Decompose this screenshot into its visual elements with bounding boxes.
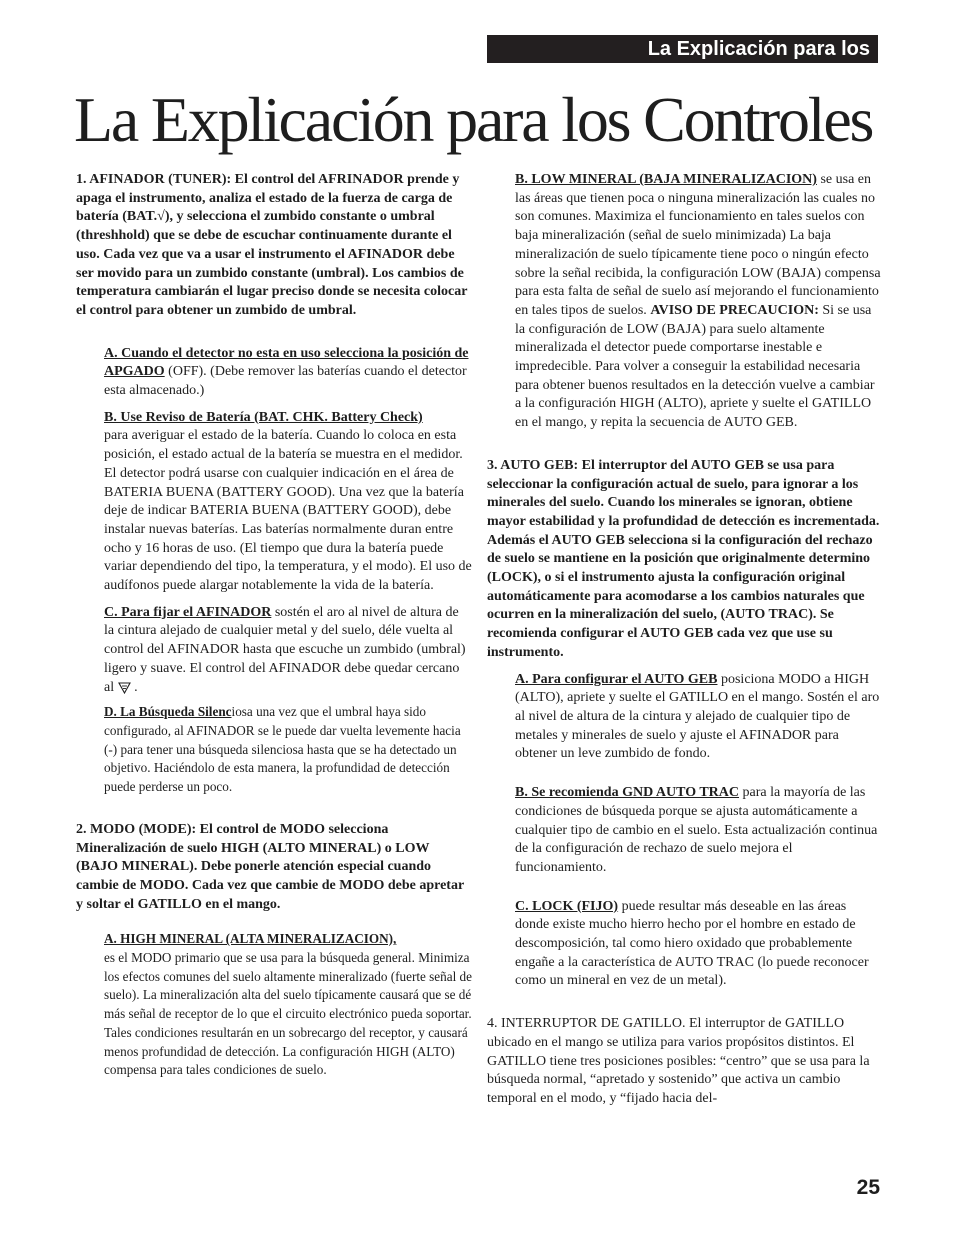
section-2a-label: A. HIGH MINERAL (ALTA MINERALIZACION),	[104, 931, 397, 947]
section-2b-paragraph	[515, 171, 883, 433]
section-1a-label: A. Cuando el detector no esta en uso selecciona la posición de APGADO	[104, 345, 469, 380]
section-2a-paragraph	[104, 930, 472, 1080]
section-3b-paragraph	[515, 784, 883, 878]
section-3b-label: B. Se recomienda GND AUTO TRAC	[515, 785, 740, 801]
section-2b-label: B. LOW MINERAL (BAJA MINERALIZACION)	[515, 172, 817, 187]
section-1c-end: .	[130, 679, 138, 695]
section-1d-text: iosa una vez que el umbral haya sido configurado, al AFINADOR se le puede dar vuelta levemente hacia (-) para tener una búsqueda silenciosa hasta que se ha detectado un objetivo. Haciéndolo de esta manera, la profundidad de detección puede perderse un poco.	[104, 704, 461, 795]
section-1a-text: (OFF). (Debe remover las baterías cuando el detector esta almacenado.)	[104, 364, 467, 399]
section-4-paragraph: 4. INTERRUPTOR DE GATILLO. El interruptor de GATILLO ubicado en el mango se utiliza para varios propósitos distintos. El GATILLO tiene tres posiciones posibles: “centro” que se usa para la búsqueda normal, “apretado y sostenido” que activa un cambio temporal en el modo, y “fijado hacia del-	[487, 1016, 870, 1106]
section-1b-paragraph	[104, 409, 472, 596]
section-3-heading: 3. AUTO GEB: El interruptor del AUTO GEB se usa para seleccionar la configuración actual de suelo, para ignorar a los minerales del suelo. Cuando los minerales se ignoran, obtiene mayor estabilidad y la profundidad de detección es incrementada. Además el AUTO GEB selecciona si la configuración del rechazo de suelo se mantiene en la posición que originalmente determino (LOCK), o si el instrumento ajusta la configuración original automáticamente para acomodarse a los cambios naturales que ocurren en la mineralización del suelo, (AUTO TRAC). Se recomienda configurar el AUTO GEB cada vez que use su instrumento.	[487, 457, 880, 660]
section-1c-paragraph	[104, 604, 472, 698]
section-1-heading: 1. AFINADOR (TUNER): El control del AFRINADOR prende y apaga el instrumento, analiza el estado de la fuerza de carga de batería (BAT.√), y selecciona el zumbido constante o umbral (threshhold) que se debe de escuchar continuamente durante el uso. Cada vez que va a usar el instrumento el AFINADOR debe ser movido para un zumbido constante (umbral). Los cambios de temperatura cambiarán el lugar preciso donde se necesita colocar el control para obtener un zumbido de umbral.	[76, 172, 468, 318]
section-3a-paragraph	[515, 671, 883, 765]
section-2b-warning: AVISO DE PRECAUCION:	[650, 302, 819, 318]
right-column	[487, 171, 883, 1109]
section-header-text: La Explicación para los	[647, 38, 870, 60]
section-header-bar	[487, 35, 878, 63]
page-title: La Explicación para los Controles	[74, 84, 873, 155]
section-1d-label: D. La Búsqueda Silenc	[104, 704, 232, 720]
section-1c-label: C. Para fijar el AFINADOR	[104, 604, 272, 620]
left-column	[76, 171, 472, 1080]
section-1b-label: B. Use Reviso de Batería (BAT. CHK. Battery Check)	[104, 409, 423, 425]
section-1c-text: sostén el aro al nivel de altura de la cintura alejado de cualquier metal y del suelo, déle vuelta al control del AFINADOR hasta que escuche un zumbido (umbral) ligero y suave. El control del AFINADOR debe quedar cercano al	[104, 604, 466, 695]
page-number: 25	[856, 1176, 880, 1199]
section-2-heading: 2. MODO (MODE): El control de MODO selecciona Mineralización de suelo HIGH (ALTO MINERAL) o LOW (BAJO MINERAL). Debe ponerle atención especial cuando cambie de MODO. Cada vez que cambie de MODO debe apretar y soltar el GATILLO en el mango.	[76, 821, 464, 912]
section-3c-paragraph	[515, 898, 883, 992]
section-1a-paragraph	[104, 345, 472, 401]
section-3c-label: C. LOCK (FIJO)	[515, 898, 619, 914]
section-1b-text: para averiguar el estado de la batería. Cuando lo coloca en esta posición, el estado actual de la batería se muestra en el medidor. El detector podrá usarse con cualquier indicación en el área de BATERIA BUENA (BATTERY GOOD). Una vez que la batería deje de indicar BATERIA BUENA (BATTERY GOOD), debe instalar nuevas baterías. Las baterías normalmente duran entre ocho y 16 horas de uso. (El tiempo que dura la batería puede variar dependiendo del tipo, la temperatura, y el modo). El uso de audífonos puede alargar notablemente la vida de la batería.	[104, 428, 472, 594]
section-2b-text: se usa en las áreas que tienen poca o ninguna mineralización las cuales no son comunes. Maximiza el funcionamiento en tales suelos con baja mineralización (señal de suelo minimizada) La baja mineralización de suelo típicamente tiene poco o ningún efecto sobre la señal recibida, la configuración LOW (BAJA) compensa para esta falta de señal de suelo así mejorando el funcionamiento en tales tipos de suelos.	[515, 172, 881, 318]
section-3a-text: posiciona MODO a HIGH (ALTO), apriete y suelte el GATILLO en el mango. Sostén el aro al nivel de altura de la cintura y alejado de cualquier tipo de metales y minerales de suelo y ajuste el AFINADOR para obtener un leve zumbido de fondo.	[515, 671, 880, 762]
section-2b-text-2: Si se usa la configuración de LOW (BAJA) para suelo altamente mineralizada el detector puede comportarse inestable e impredecible. Para volver a conseguir la estabilidad necesaria para obtener buenos resultados en la detección vuelve a cambiar a la configuración HIGH (ALTO), apriete y suelte el GATILLO en el mango, y repita la secuencia de AUTO GEB.	[515, 302, 875, 431]
section-1d-paragraph	[104, 703, 472, 797]
section-2a-text: es el MODO primario que se usa para la búsqueda general. Minimiza los efectos comunes del suelo altamente mineralizado (fuerte señal de suelo). La mineralización alta del suelo típicamente causará que se dé más señal de receptor de lo que el circuito electrónico pueda soportar. Tales condiciones resultarán en un sobrecargo del receptor, y causará menos profundidad de detección. La configuración HIGH (ALTO) compensa para tales condiciones de suelo.	[104, 950, 473, 1078]
section-3a-label: A. Para configurar el AUTO GEB	[515, 671, 718, 687]
threshold-triangle-icon	[118, 681, 131, 694]
section-3c-text: puede resultar más deseable en las áreas donde existe mucho hierro hecho por el hombre en estado de descomposición, tal como hiero oxidado que probablemente engañe a la característica de AUTO TRAC (lo puede reconocer como un mineral en vez de un metal).	[515, 898, 869, 989]
section-3b-text: para la mayoría de las condiciones de búsqueda porque se ajusta automáticamente a cualquier tipo de cambio en el suelo. Esta actualización continua de la configuración de rechazo de suelo mejora el funcionamiento.	[515, 785, 878, 875]
